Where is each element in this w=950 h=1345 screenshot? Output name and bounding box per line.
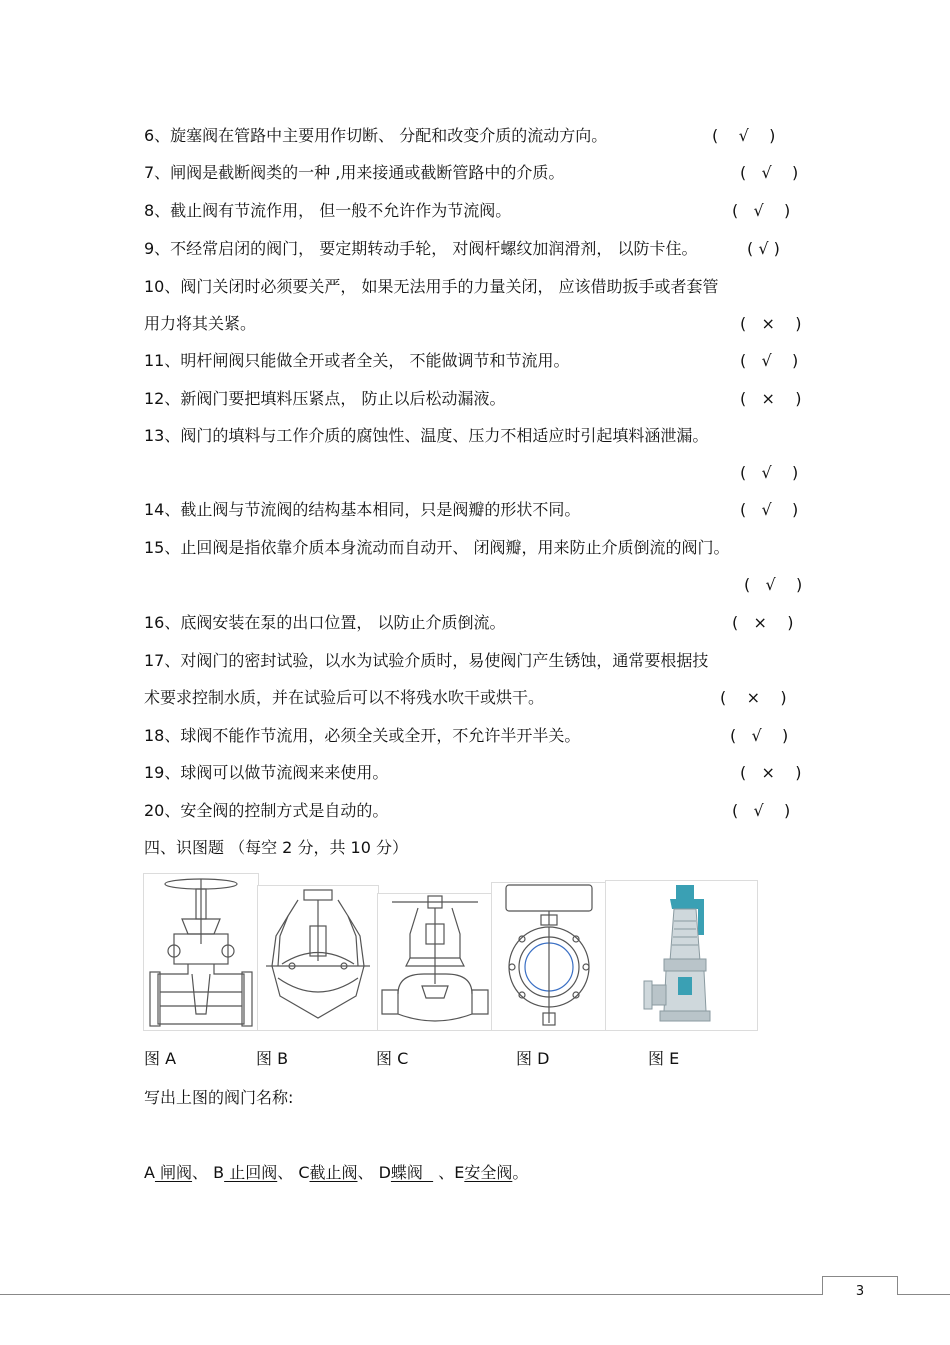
section-title: 四、识图题 （每空 2 分，共 10 分）	[144, 838, 408, 857]
check-valve-icon	[258, 886, 378, 1030]
question-11: 11、明杆闸阀只能做全开或者全关， 不能做调节和节流用。	[144, 351, 570, 370]
caption-figure-e: 图 E	[648, 1049, 680, 1068]
answer-a-value: 闸阀	[154, 1163, 193, 1182]
answer-b-value: 止回阀	[224, 1163, 278, 1182]
answer-b-label: B	[213, 1163, 225, 1182]
figure-e-safety-valve	[605, 880, 758, 1031]
answer-8: ( √ )	[732, 201, 791, 220]
caption-figure-a: 图 A	[144, 1049, 177, 1068]
figure-d-butterfly-valve	[491, 882, 607, 1031]
answer-c-value: 截止阀	[309, 1163, 358, 1182]
question-14: 14、截止阀与节流阀的结构基本相同，只是阀瓣的形状不同。	[144, 500, 581, 519]
question-8: 8、截止阀有节流作用， 但一般不允许作为节流阀。	[144, 201, 512, 220]
globe-valve-icon	[378, 894, 492, 1030]
answer-e-value: 安全阀	[464, 1163, 513, 1182]
page-number-box	[822, 1276, 898, 1299]
question-10-cont: 用力将其关紧。	[144, 314, 257, 333]
footer-rule	[0, 1294, 950, 1295]
question-17: 17、对阀门的密封试验，以水为试验介质时，易使阀门产生锈蚀，通常要根据技	[144, 651, 709, 670]
question-7: 7、闸阀是截断阀类的一种 ,用来接通或截断管路中的介质。	[144, 163, 565, 182]
question-6: 6、旋塞阀在管路中主要用作切断、 分配和改变介质的流动方向。	[144, 126, 608, 145]
question-13: 13、阀门的填料与工作介质的腐蚀性、温度、压力不相适应时引起填料涵泄漏。	[144, 426, 709, 445]
question-9: 9、不经常启闭的阀门， 要定期转动手轮， 对阀杆螺纹加润滑剂， 以防卡住。	[144, 239, 698, 258]
answer-separator: 、	[357, 1163, 379, 1182]
caption-figure-d: 图 D	[516, 1049, 550, 1068]
answer-separator: 、	[277, 1163, 299, 1182]
figure-c-globe-valve	[377, 893, 493, 1031]
answer-6: ( √ )	[712, 126, 776, 145]
question-10: 10、阀门关闭时必须要关严， 如果无法用手的力量关闭， 应该借助扳手或者套管	[144, 277, 719, 296]
question-18: 18、球阀不能作节流用，必须全关或全开，不允许半开半关。	[144, 726, 581, 745]
answer-separator: 、	[433, 1163, 455, 1182]
answer-7: ( √ )	[740, 163, 799, 182]
answer-12: ( × )	[740, 389, 802, 408]
butterfly-valve-icon	[492, 883, 606, 1030]
caption-figure-b: 图 B	[256, 1049, 289, 1068]
answer-11: ( √ )	[740, 351, 799, 370]
answer-19: ( × )	[740, 763, 802, 782]
question-17-cont: 术要求控制水质，并在试验后可以不将残水吹干或烘干。	[144, 688, 545, 707]
answer-prompt: 写出上图的阀门名称:	[144, 1088, 294, 1107]
figure-a-gate-valve	[143, 873, 259, 1031]
question-15: 15、止回阀是指依靠介质本身流动而自动开、 闭阀瓣，用来防止介质倒流的阀门。	[144, 538, 730, 557]
figure-b-check-valve	[257, 885, 379, 1031]
valve-name-answers	[144, 1163, 528, 1183]
answer-15: ( √ )	[744, 575, 803, 594]
caption-figure-c: 图 C	[376, 1049, 409, 1068]
answer-9: ( √ )	[747, 239, 780, 258]
answer-10: ( × )	[740, 314, 802, 333]
answer-13: ( √ )	[740, 463, 799, 482]
answer-18: ( √ )	[730, 726, 789, 745]
answer-16: ( × )	[732, 613, 794, 632]
question-16: 16、底阀安装在泵的出口位置， 以防止介质倒流。	[144, 613, 506, 632]
answer-e-label: E	[454, 1163, 465, 1182]
answer-14: ( √ )	[740, 500, 799, 519]
answer-d-value: 蝶阀	[390, 1163, 434, 1182]
answer-separator: 、	[192, 1163, 214, 1182]
answer-end: 。	[512, 1163, 529, 1182]
answer-d-label: D	[378, 1163, 391, 1182]
answer-20: ( √ )	[732, 801, 791, 820]
answer-c-label: C	[298, 1163, 310, 1182]
gate-valve-icon	[144, 874, 258, 1030]
question-12: 12、新阀门要把填料压紧点， 防止以后松动漏液。	[144, 389, 506, 408]
safety-valve-icon	[606, 881, 757, 1030]
page-number: 3	[855, 1284, 865, 1299]
question-19: 19、球阀可以做节流阀来来使用。	[144, 763, 389, 782]
answer-17: ( × )	[720, 688, 787, 707]
answer-a-label: A	[144, 1163, 155, 1182]
question-20: 20、安全阀的控制方式是自动的。	[144, 801, 389, 820]
